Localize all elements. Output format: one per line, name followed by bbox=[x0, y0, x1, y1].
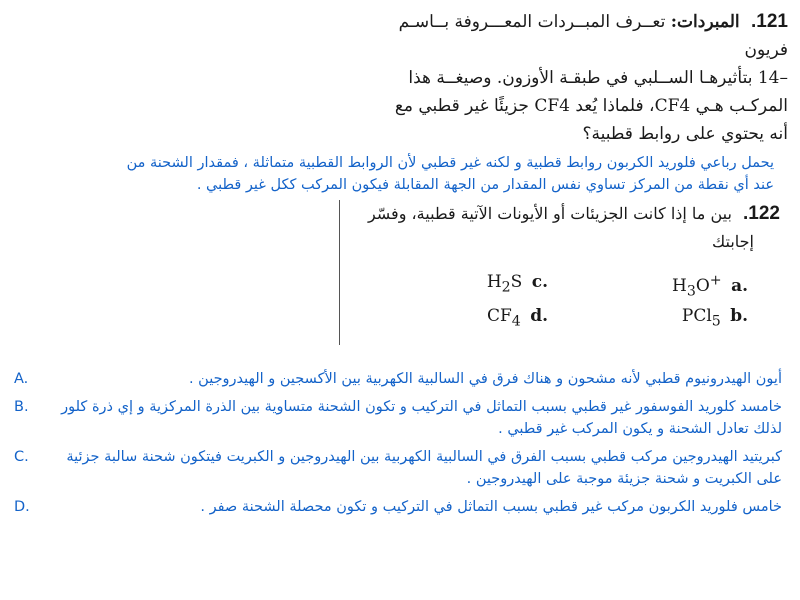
question-number: 122. bbox=[743, 203, 780, 224]
answer-121 bbox=[28, 152, 774, 196]
answer-121-line-2: عند أي نقطة من المركز تساوي نفس المقدار من الجهة المقابلة فيكون المركب ككل غير قطبي . bbox=[196, 177, 774, 193]
question-121 bbox=[388, 8, 788, 148]
answer-marker: C. bbox=[14, 449, 29, 465]
option-a-formula: $H_3O^+$ bbox=[672, 272, 722, 300]
question-number: 121. bbox=[751, 11, 788, 32]
answer-121-line-1: يحمل رباعي فلوريد الكربون روابط قطبية و لكنه غير قطبي لأن الروابط القطبية متماثلة ، فمقدار الشحنة من bbox=[126, 155, 774, 171]
question-121-line-4: أنه يحتوي على روابط قطبية؟ bbox=[582, 124, 788, 144]
option-d bbox=[487, 306, 548, 329]
answer-item-d bbox=[14, 496, 782, 518]
answer-item-a bbox=[14, 368, 782, 390]
question-122-line-2: إجابتك bbox=[712, 232, 754, 251]
answer-marker: D. bbox=[14, 499, 30, 515]
question-label: المبردات: bbox=[670, 12, 740, 32]
answer-marker: B. bbox=[14, 399, 29, 415]
answer-text: خامس فلوريد الكربون مركب غير قطبي بسبب التماثل في التركيب و تكون محصلة الشحنة صفر . bbox=[200, 499, 782, 515]
answer-item-c bbox=[14, 446, 782, 490]
option-b-formula: PCl$_5$ bbox=[681, 306, 721, 330]
option-c-letter: c. bbox=[531, 272, 548, 292]
options-grid bbox=[408, 272, 748, 342]
question-121-line-2: –14 بتأثيرهـا الســلبي في طبقـة الأوزون. وصيغــة هذا bbox=[408, 68, 788, 88]
question-122-line-1: 122. بين ما إذا كانت الجزيئات أو الأيونات الآتية قطبية، وفسّر bbox=[367, 203, 780, 224]
option-a-letter: a. bbox=[731, 275, 748, 296]
option-b bbox=[682, 306, 748, 329]
answer-marker: A. bbox=[14, 371, 29, 387]
option-a bbox=[672, 272, 748, 299]
answer-text: خامسد كلوريد الفوسفور غير قطبي بسبب التماثل في التركيب و تكون الشحنة متساوية بين الذرة المركزية و إي ذرة كلور لذلك تعادل الشحنة و يكون المركب غير قطبي . bbox=[61, 399, 782, 437]
answers-122 bbox=[14, 368, 782, 524]
option-d-formula: $CF_4$ bbox=[486, 306, 521, 330]
answer-text: كبريتيد الهيدروجين مركب قطبي بسبب الفرق في السالبية الكهربية بين الهيدروجين و الكبريت فيتكون شحنة سالبة جزئية على الكبريت و شحنة جزيئة موجبة على الهيدروجين . bbox=[66, 449, 782, 487]
option-c-formula: $H_2S$ bbox=[486, 272, 523, 296]
option-d-letter: d. bbox=[530, 306, 548, 326]
question-121-line-1: 121. المبردات: تعــرف المبــردات المعـــروفة بــاسـم فريون bbox=[398, 11, 788, 60]
answer-item-b bbox=[14, 396, 782, 440]
question-122 bbox=[339, 200, 788, 345]
option-c bbox=[487, 272, 548, 295]
answer-text: أيون الهيدرونيوم قطبي لأنه مشحون و هناك فرق في السالبية الكهربية بين الأكسجين و الهيدروجين . bbox=[188, 371, 782, 387]
question-121-line-3: المركـب هـي CF4، فلماذا يُعد CF4 جزيئًا غير قطبي مع bbox=[394, 96, 788, 116]
option-b-letter: b. bbox=[730, 306, 748, 326]
